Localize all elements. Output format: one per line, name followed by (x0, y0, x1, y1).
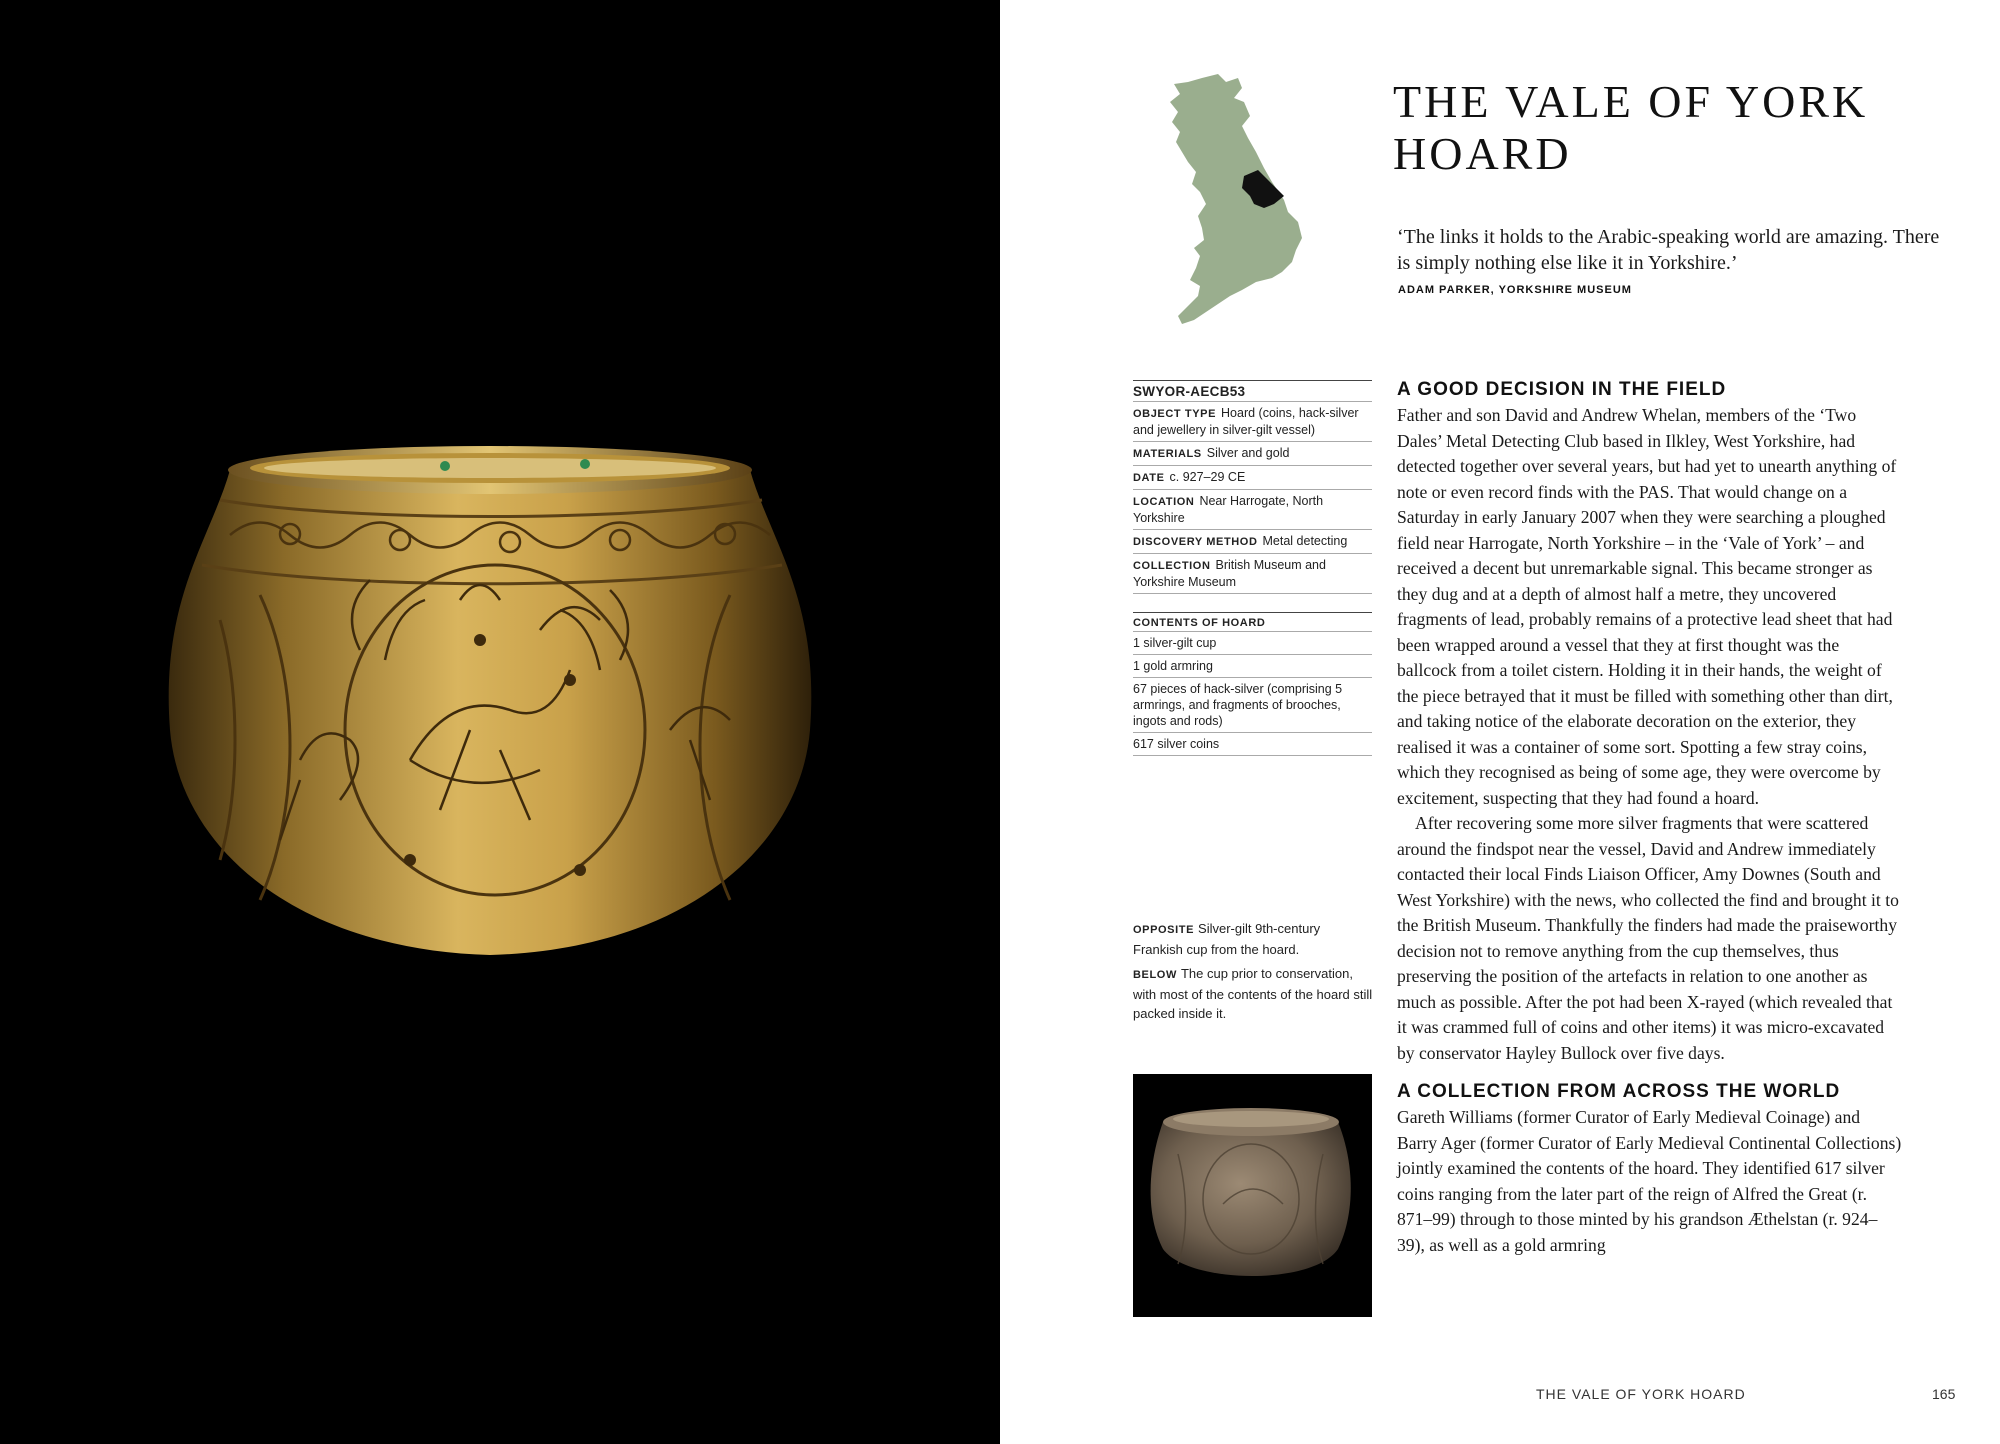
fact-value: c. 927–29 CE (1169, 470, 1246, 484)
fact-row-materials (1133, 442, 1372, 466)
page-title: THE VALE OF YORK HOARD (1393, 76, 1869, 179)
article-body (1397, 378, 1902, 1258)
caption-text: The cup prior to conservation, with most of the contents of the hoard still packed inside it. (1133, 966, 1373, 1021)
cup-before-conservation-photo (1133, 1074, 1372, 1317)
running-footer-title: THE VALE OF YORK HOARD (1536, 1386, 1746, 1402)
fact-value: British Museum and Yorkshire Museum (1133, 558, 1326, 589)
fact-key: DISCOVERY METHOD (1133, 536, 1258, 548)
fact-key: LOCATION (1133, 496, 1195, 508)
fact-key: OBJECT TYPE (1133, 408, 1217, 420)
contents-item: 67 pieces of hack-silver (comprising 5 armrings, and fragments of brooches, ingots and rods) (1133, 678, 1372, 733)
silver-gilt-cup-photo (150, 430, 830, 990)
photo-captions (1133, 919, 1373, 1028)
right-page (1000, 0, 2000, 1444)
caption-opposite (1133, 919, 1373, 959)
caption-text: Silver-gilt 9th-century Frankish cup from the hoard. (1133, 921, 1321, 957)
caption-below (1133, 964, 1373, 1023)
pull-quote: ‘The links it holds to the Arabic-speaking world are amazing. There is simply nothing else like it in Yorkshire.’ (1397, 226, 1940, 274)
contents-item: 1 gold armring (1133, 655, 1372, 678)
cup-before-conservation-image (1133, 1074, 1372, 1317)
quote-attribution: ADAM PARKER, YORKSHIRE MUSEUM (1398, 284, 1632, 296)
fact-value: Near Harrogate, North Yorkshire (1133, 494, 1324, 525)
fact-value: Metal detecting (1262, 534, 1348, 548)
great-britain-outline (1170, 74, 1302, 324)
fact-row-object-type (1133, 402, 1372, 442)
fact-key: MATERIALS (1133, 448, 1202, 460)
contents-item: 1 silver-gilt cup (1133, 632, 1372, 655)
fact-row-location (1133, 490, 1372, 530)
fact-row-collection (1133, 554, 1372, 594)
section-heading: A COLLECTION FROM ACROSS THE WORLD (1397, 1081, 1841, 1102)
body-paragraph: After recovering some more silver fragments that were scattered around the findspot near the vessel, David and Andrew immediately contacted their local Finds Liaison Officer, Amy Downes (South and West Yorkshire) with the news, who collected the find and brought it to the British Museum. Thankfully the finders had made the praiseworthy decision not to remove anything from the cup themselves, thus preserving the position of the artefacts in relation to one another as much as possible. After the pot had been X-rayed (which revealed that it was crammed full of coins and other items) it was micro-excavated by conservator Hayley Bullock over five days. (1397, 813, 1899, 1063)
find-id: SWYOR-AECB53 (1133, 380, 1372, 402)
caption-key: OPPOSITE (1133, 924, 1195, 936)
fact-row-date (1133, 466, 1372, 490)
fact-row-discovery-method (1133, 530, 1372, 554)
fact-key: COLLECTION (1133, 560, 1211, 572)
page-number: 165 (1932, 1386, 1956, 1402)
fact-value: Hoard (coins, hack-silver and jewellery in silver-gilt vessel) (1133, 406, 1359, 437)
body-paragraph: Father and son David and Andrew Whelan, members of the ‘Two Dales’ Metal Detecting Club based in Ilkley, West Yorkshire, had detected together over several years, but had yet to unearth anything of note or even record finds with the PAS. That would change on a Saturday in early January 2007 when they were searching a ploughed field near Harrogate, North Yorkshire – in the ‘Vale of York’ – and received a decent but unremarkable signal. This became stronger as they dug and at a depth of almost half a metre, they uncovered fragments of lead, probably remains of a protective lead sheet that had been wrapped around a vessel that they at first thought was the ballcock from a toilet cistern. Holding it in their hands, the weight of the piece betrayed that it must be filled with something other than dirt, and taking notice of the elaborate decoration on the exterior, they realised it was a container of some sort. Spotting a few stray coins, which they recognised as being of some age, they were overcome by excitement, suspecting that they had found a hoard. (1397, 405, 1897, 808)
contents-heading: CONTENTS OF HOARD (1133, 612, 1372, 632)
fact-sidebar (1133, 380, 1372, 756)
caption-key: BELOW (1133, 969, 1177, 981)
section-heading: A GOOD DECISION IN THE FIELD (1397, 379, 1727, 400)
great-britain-map (1160, 72, 1350, 352)
fact-value: Silver and gold (1206, 446, 1290, 460)
fact-key: DATE (1133, 472, 1165, 484)
contents-item: 617 silver coins (1133, 733, 1372, 756)
body-paragraph: Gareth Williams (former Curator of Early Medieval Coinage) and Barry Ager (former Curator of Early Medieval Continental Collections) jointly examined the contents of the hoard. They identified 617 silver coins ranging from the later part of the reign of Alfred the Great (r. 871–99) through to those minted by his grandson Æthelstan (r. 924–39), as well as a gold armring (1397, 1107, 1902, 1255)
